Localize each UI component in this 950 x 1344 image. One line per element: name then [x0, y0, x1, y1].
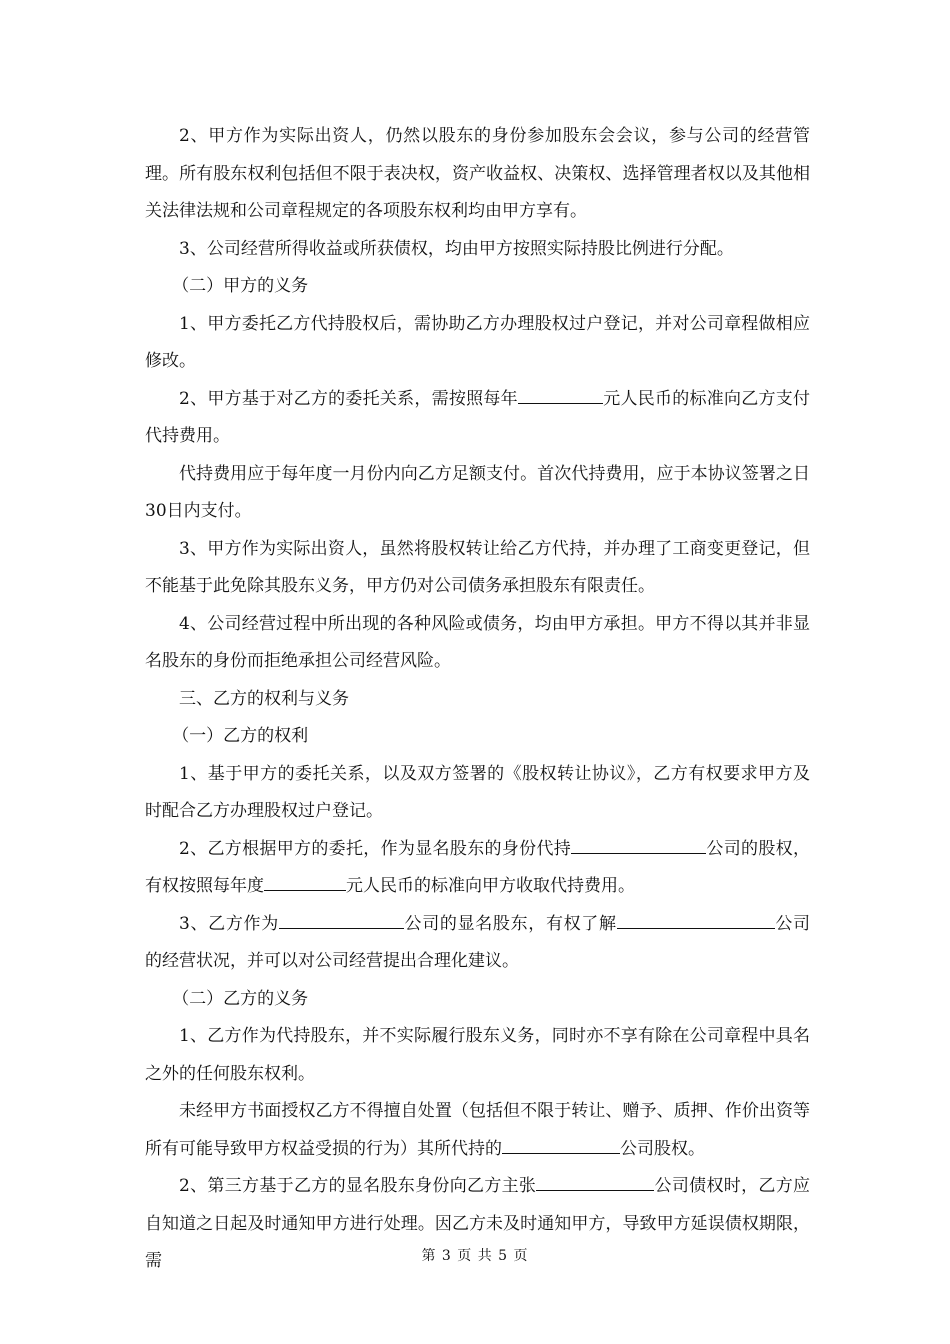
fill-blank-company-name[interactable] — [279, 910, 404, 929]
fill-blank-annual-fee[interactable] — [518, 385, 603, 404]
document-body — [145, 118, 810, 1281]
text-segment: 2、第三方基于乙方的显名股东身份向乙方主张 — [179, 1176, 537, 1196]
text-segment: 公司债权时，乙方应自知道之日起及时通知甲方进行处理。因乙方未及时通知甲方，导致甲方延误债权期限，需 — [145, 1176, 811, 1271]
text-segment: 未经甲方书面授权乙方不得擅自处置（包括但不限于转让、赠予、质押、作价出资等所有可能导致甲方权益受损的行为）其所代持的 — [145, 1101, 810, 1159]
paragraph-profit-distribution: 3、公司经营所得收益或所获债权，均由甲方按照实际持股比例进行分配。 — [179, 238, 734, 259]
paragraph-transfer-assistance: 1、甲方委托乙方代持股权后，需协助乙方办理股权过户登记，并对公司章程做相应修改。 — [145, 313, 810, 371]
heading-party-b-duties: （二）乙方的义务 — [172, 988, 309, 1009]
text-segment: 公司的经营状况，并可以对公司经营提出合理化建议。 — [145, 913, 811, 971]
text-segment: 元人民币的标准向甲方收取代持费用。 — [346, 876, 635, 896]
text-segment: 2、乙方根据甲方的委托，作为显名股东的身份代持 — [179, 838, 572, 859]
paragraph-transfer-request: 1、基于甲方的委托关系，以及双方签署的《股权转让协议》，乙方有权要求甲方及时配合乙方办理股权过户登记。 — [145, 763, 810, 821]
fill-blank-company-name[interactable] — [536, 1172, 654, 1191]
heading-section-3: 三、乙方的权利与义务 — [179, 688, 349, 709]
paragraph-information-right — [145, 906, 810, 981]
text-segment: 2、甲方基于对乙方的委托关系，需按照每年 — [179, 388, 518, 409]
text-segment: 公司的显名股东，有权了解 — [403, 913, 617, 934]
fill-blank-company-name[interactable] — [571, 835, 706, 854]
text-segment: 3、乙方作为 — [179, 913, 279, 934]
paragraph-payment-schedule: 代持费用应于每年度一月份内向乙方足额支付。首次代持费用，应于本协议签署之日30日内支付。 — [145, 463, 810, 521]
paragraph-holding-fee — [145, 381, 810, 456]
paragraph-risk-bearing: 4、公司经营过程中所出现的各种风险或债务，均由甲方承担。甲方不得以其并非显名股东的身份而拒绝承担公司经营风险。 — [145, 613, 810, 671]
text-segment: 公司股权。 — [620, 1138, 705, 1159]
fill-blank-company-name[interactable] — [502, 1135, 620, 1154]
paragraph-disposal-restriction — [145, 1093, 810, 1168]
page-number: 第 3 页 共 5 页 — [421, 1248, 529, 1264]
paragraph-shareholder-obligation: 3、甲方作为实际出资人，虽然将股权转让给乙方代持，并办理了工商变更登记，但不能基于此免除其股东义务，甲方仍对公司债务承担股东有限责任。 — [145, 538, 810, 596]
paragraph-nominee-fee — [145, 831, 810, 906]
fill-blank-company-name[interactable] — [617, 910, 775, 929]
text-segment: 元人民币的标准向乙方支付代持费用。 — [145, 388, 811, 446]
fill-blank-annual-fee[interactable] — [264, 872, 346, 891]
heading-party-b-rights: （一）乙方的权利 — [172, 726, 309, 746]
paragraph-no-duties: 1、乙方作为代持股东，并不实际履行股东义务，同时亦不享有除在公司章程中具名之外的任何股东权利。 — [145, 1026, 810, 1084]
heading-party-a-duties: （二）甲方的义务 — [172, 276, 309, 296]
text-segment: 公司的股权，有权按照每年度 — [145, 838, 810, 896]
paragraph-shareholder-rights: 2、甲方作为实际出资人，仍然以股东的身份参加股东会会议，参与公司的经营管理。所有股东权利包括但不限于表决权，资产收益权、决策权、选择管理者权以及其他相关法律法规和公司章程规定的各项股东权利均由甲方享有。 — [145, 126, 810, 221]
